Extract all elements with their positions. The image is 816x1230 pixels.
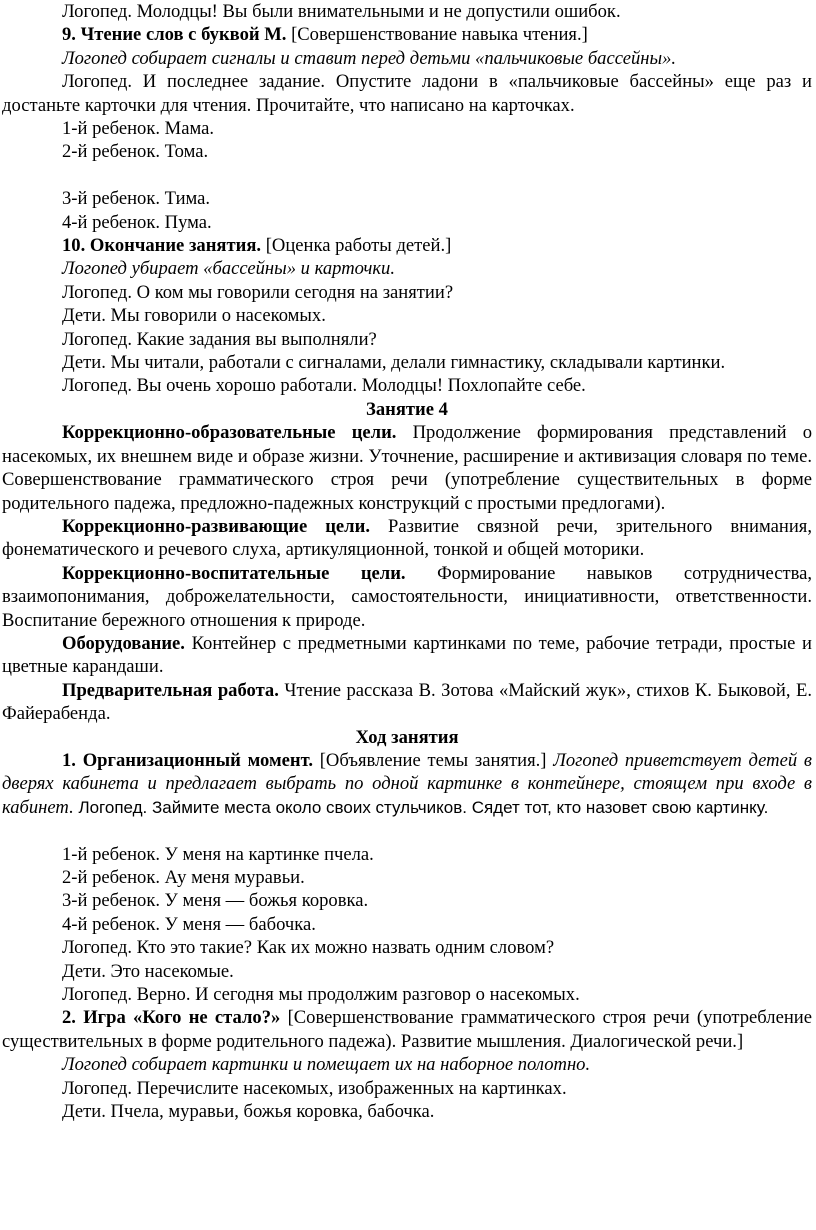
stage-direction-text: Логопед приветствует детей в дверях кабинета и предлагает выбрать по одной картинке в контейнере, стоящем при входе в кабинет. — [2, 749, 812, 818]
section-title: 10. Окончание занятия. — [62, 235, 262, 257]
stage-direction-text: Логопед убирает «бассейны» и карточки. — [62, 258, 395, 280]
section-9 — [2, 23, 812, 46]
preliminary-work — [2, 679, 812, 726]
text-line: Логопед. О ком мы говорили сегодня на занятии? — [62, 281, 454, 303]
equipment — [2, 632, 812, 679]
text-line: 4-й ребенок. Пума. — [62, 211, 212, 233]
stage-direction — [2, 1053, 812, 1076]
text-line: Дети. Пчела, муравьи, божья коровка, бабочка. — [62, 1101, 435, 1123]
stage-direction-text: Логопед собирает сигналы и ставит перед детьми «пальчиковые бассейны». — [62, 47, 677, 69]
goal-label: Коррекционно-воспитательные цели. — [62, 562, 406, 584]
goal-text: Развитие связной речи, зрительного внимания, фонематического и речевого слуха, артикуляционной, тонкой и общей моторики. — [2, 515, 812, 561]
equipment-label: Оборудование. — [62, 632, 185, 654]
section-note: [Оценка работы детей.] — [261, 235, 452, 257]
text-line: Логопед. Какие задания вы выполняли? — [62, 328, 377, 350]
goal-developmental — [2, 515, 812, 562]
text-line: 3-й ребенок. Тима. — [62, 188, 211, 210]
section-title: 1. Организационный момент. — [62, 749, 313, 771]
section-title: 9. Чтение слов с буквой М. — [62, 24, 287, 46]
stage-direction — [2, 257, 812, 280]
text-line: 1-й ребенок. У меня на картинке пчела. — [62, 843, 374, 865]
goal-text: Формирование навыков сотрудничества, взаимопонимания, доброжелательности, самостоятельности, инициативности, ответственности. Воспитание бережного отношения к природе. — [2, 562, 813, 631]
text-line: Логопед. Кто это такие? Как их можно назвать одним словом? — [62, 937, 555, 959]
text-line: Дети. Мы читали, работали с сигналами, делали гимнастику, складывали картинки. — [62, 352, 726, 374]
text-line: Дети. Мы говорили о насекомых. — [62, 305, 326, 327]
section-10 — [2, 234, 812, 257]
text-line: Логопед. Перечислите насекомых, изображенных на картинках. — [62, 1077, 567, 1099]
section-1 — [2, 749, 812, 819]
text-line: 2-й ребенок. Ау меня муравьи. — [62, 867, 305, 888]
text-line: Дети. Это насекомые. — [62, 960, 234, 982]
text-line: 2-й ребенок. Тома. — [62, 141, 209, 163]
goal-educational — [2, 421, 812, 515]
section-note: [Совершенствование навыка чтения.] — [286, 24, 588, 46]
goal-upbringing — [2, 562, 812, 632]
course-heading: Ход занятия — [355, 726, 459, 748]
stage-direction-text: Логопед собирает картинки и помещает их на наборное полотно. — [62, 1054, 591, 1076]
preliminary-text: Чтение рассказа В. Зотова «Майский жук», стихов К. Быковой, Е. Файерабенда. — [2, 679, 812, 725]
section-2 — [2, 1006, 812, 1053]
text-line: Логопед. Молодцы! Вы были внимательными и не допустили ошибок. — [62, 1, 621, 22]
section-text: Логопед. Займите места около своих стульчиков. Сядет тот, кто назовет свою картинку. — [73, 797, 769, 817]
lesson-heading: Занятие 4 — [366, 398, 448, 420]
section-note: [Объявление темы занятия.] — [312, 749, 554, 771]
preliminary-label: Предварительная работа. — [62, 679, 279, 701]
text-line: Логопед. Вы очень хорошо работали. Молодцы! Похлопайте себе. — [62, 375, 586, 397]
text-line: 4-й ребенок. У меня — бабочка. — [62, 913, 316, 935]
text-line: Логопед. И последнее задание. Опустите ладони в «пальчиковые бассейны» еще раз и достаньте карточки для чтения. Прочитайте, что написано на карточках. — [2, 71, 812, 116]
section-title: 2. Игра «Кого не стало?» — [62, 1007, 281, 1029]
goal-text: Продолжение формирования представлений о насекомых, их внешнем виде и образе жизни. Уточнение, расширение и активизация словаря по теме. Совершенствование грамматического строя речи (употребление существительных в форме родительного падежа, предложно-падежных конструкций с простыми предлогами). — [2, 422, 813, 514]
stage-direction — [2, 47, 812, 70]
text-line: 3-й ребенок. У меня — божья коровка. — [62, 890, 369, 912]
goal-label: Коррекционно-образовательные цели. — [62, 422, 397, 444]
text-line: 1-й ребенок. Мама. — [62, 118, 215, 140]
section-note: [Совершенствование грамматического строя речи (употребление существительных в форме родительного падежа). Развитие мышления. Диалогической речи.] — [2, 1007, 812, 1052]
text-line: Логопед. Верно. И сегодня мы продолжим разговор о насекомых. — [62, 984, 580, 1006]
goal-label: Коррекционно-развивающие цели. — [62, 515, 370, 537]
equipment-text: Контейнер с предметными картинками по теме, рабочие тетради, простые и цветные карандаши. — [2, 632, 812, 678]
